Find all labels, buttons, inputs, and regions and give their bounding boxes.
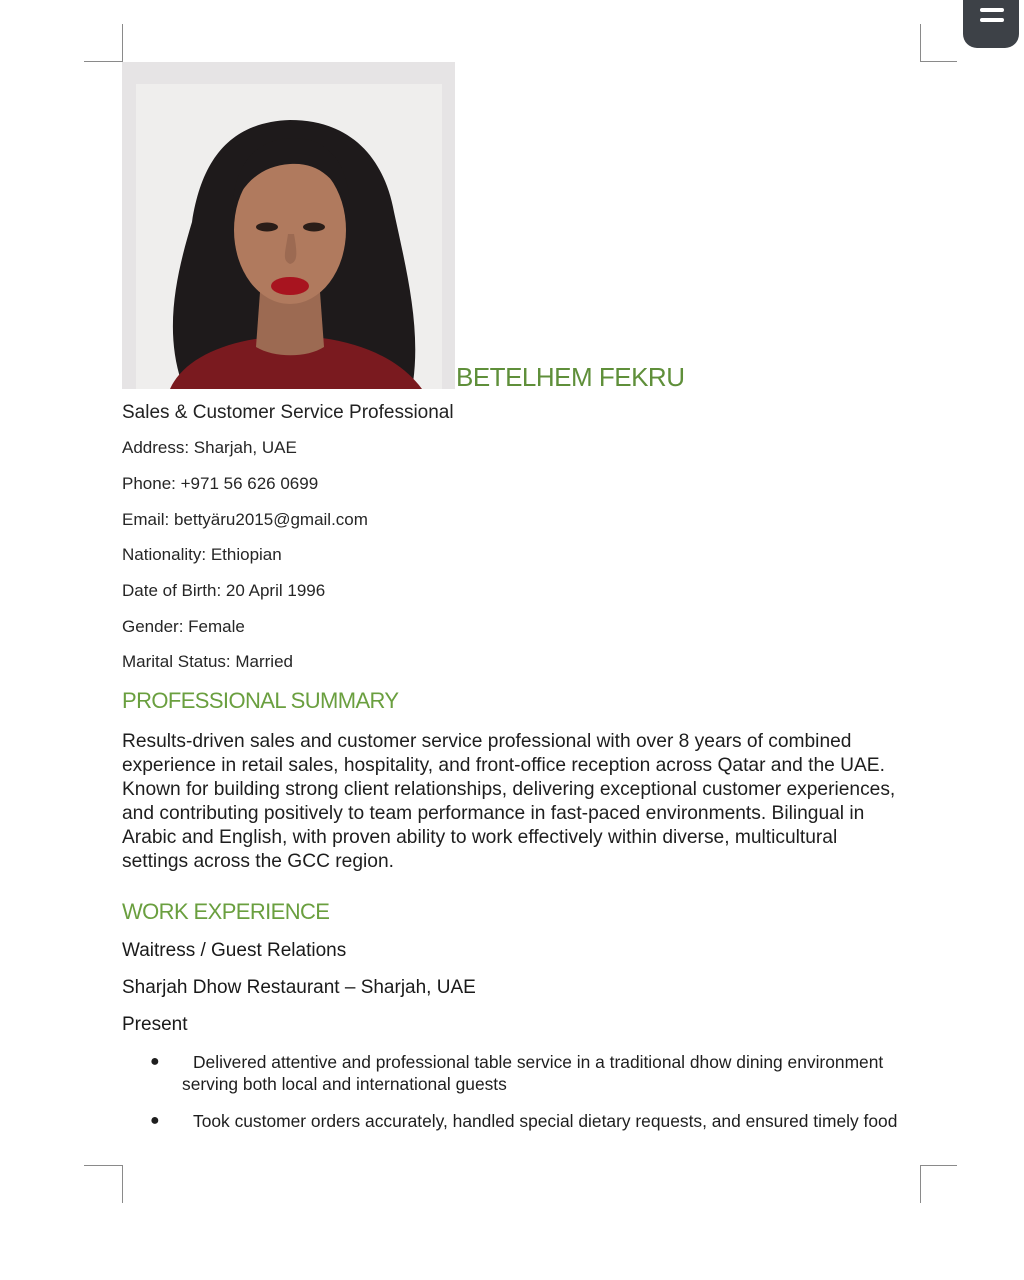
menu-button[interactable] xyxy=(963,0,1019,48)
contact-gender: Gender: Female xyxy=(122,617,245,636)
crop-mark-bottom-left xyxy=(84,1165,123,1203)
contact-phone: Phone: +971 56 626 0699 xyxy=(122,474,319,493)
contact-address: Address: Sharjah, UAE xyxy=(122,438,297,457)
job-employer: Sharjah Dhow Restaurant – Sharjah, UAE xyxy=(122,977,476,998)
contact-nationality: Nationality: Ethiopian xyxy=(122,545,282,564)
candidate-name: BETELHEM FEKRU xyxy=(456,362,685,392)
crop-mark-bottom-right xyxy=(920,1165,957,1203)
candidate-tagline: Sales & Customer Service Professional xyxy=(122,402,454,423)
bullet-icon: ● xyxy=(150,1112,160,1129)
contact-marital-status: Marital Status: Married xyxy=(122,652,293,671)
experience-heading: WORK EXPERIENCE xyxy=(122,899,330,924)
profile-photo xyxy=(122,62,455,389)
job-role: Waitress / Guest Relations xyxy=(122,940,347,961)
summary-heading: PROFESSIONAL SUMMARY xyxy=(122,688,399,713)
bullet-icon: ● xyxy=(150,1053,160,1070)
job-period: Present xyxy=(122,1014,188,1035)
list-item xyxy=(150,1051,920,1095)
crop-mark-top-left xyxy=(84,24,123,62)
contact-email[interactable]: Email: bettyäru2015@gmail.com xyxy=(122,510,368,529)
list-item-text: Delivered attentive and professional table service in a traditional dhow dining environment serving both local and international guests xyxy=(182,1052,884,1094)
list-item-text: Took customer orders accurately, handled special dietary requests, and ensured timely food xyxy=(193,1111,898,1131)
crop-mark-top-right xyxy=(920,24,957,62)
list-item xyxy=(150,1110,920,1132)
summary-text: Results-driven sales and customer service professional with over 8 years of combined experience in retail sales, hospitality, and front-office reception across Qatar and the UAE. Known for building strong client relationships, delivering exceptional customer experiences, and contributing positively to team performance in fast-paced environments. Bilingual in Arabic and English, with proven ability to work effectively within diverse, multicultural settings across the GCC region. xyxy=(122,731,896,872)
contact-date-of-birth: Date of Birth: 20 April 1996 xyxy=(122,581,326,600)
